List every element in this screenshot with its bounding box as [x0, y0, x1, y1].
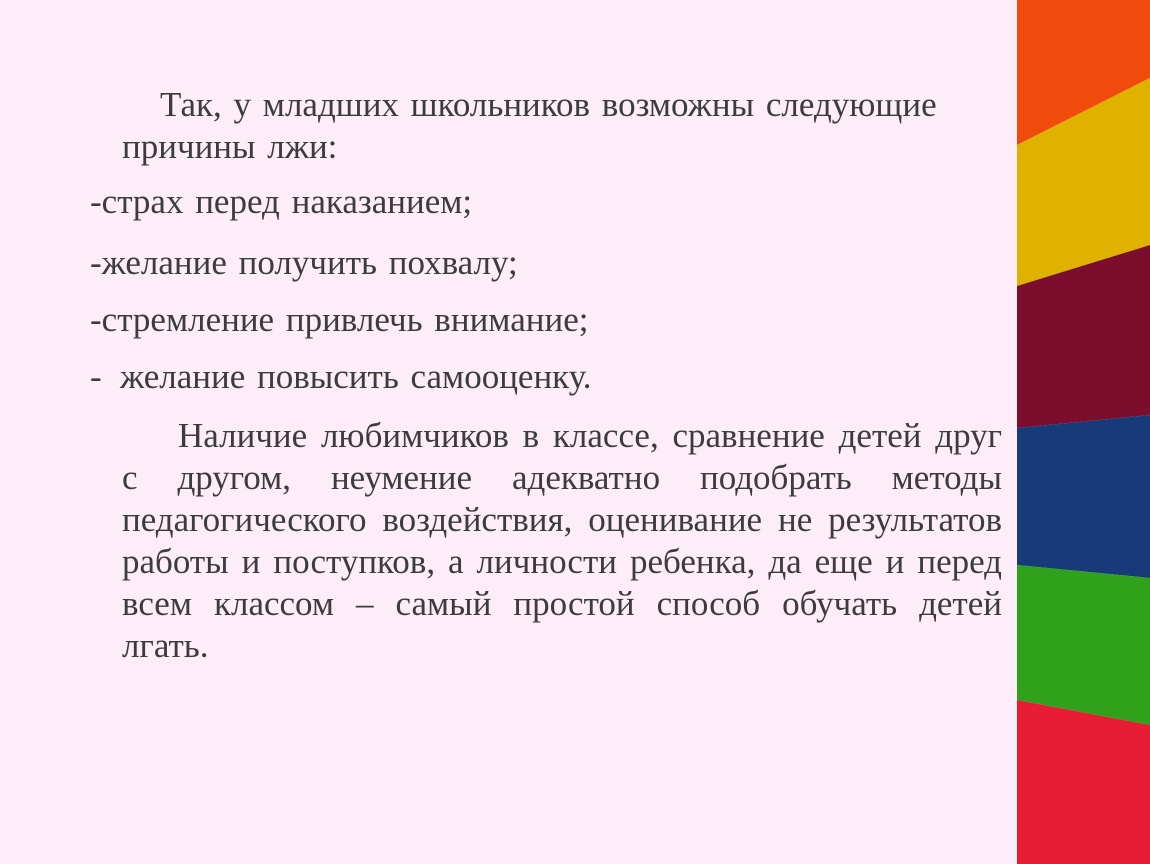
- bullet-text: стремление привлечь внимание;: [101, 300, 589, 339]
- stripe-red: [1017, 700, 1150, 864]
- closing-paragraph: Наличие любимчиков в классе, сравнение детей друг с другом, неумение адекватно подобрать методы педагогического воздействия, оценивание не результатов работы и поступков, а личности ребенка, да еще и перед всем классом – самый простой способ обучать детей лгать.: [122, 416, 1002, 665]
- bullet-text: желание получить похвалу;: [101, 243, 518, 282]
- bullet-dash: -: [90, 243, 102, 282]
- bullet-item: [90, 242, 990, 284]
- bullet-text: страх перед наказанием;: [101, 182, 473, 221]
- bullet-dash: -: [90, 300, 102, 339]
- rainbow-stripe-panel: [1017, 0, 1150, 864]
- intro-paragraph: Так, у младших школьников возможны следующие причины лжи:: [122, 85, 937, 166]
- bullet-item: [90, 181, 990, 223]
- bullet-text: желание повысить самооценку.: [120, 357, 592, 396]
- bullet-item: [90, 299, 990, 341]
- bullet-dash: -: [90, 182, 102, 221]
- bullet-dash: -: [90, 357, 102, 396]
- stripe-blue: [1017, 415, 1150, 578]
- stripe-green: [1017, 565, 1150, 725]
- bullet-item: [90, 356, 990, 398]
- rainbow-stripes-graphic: [1017, 0, 1150, 864]
